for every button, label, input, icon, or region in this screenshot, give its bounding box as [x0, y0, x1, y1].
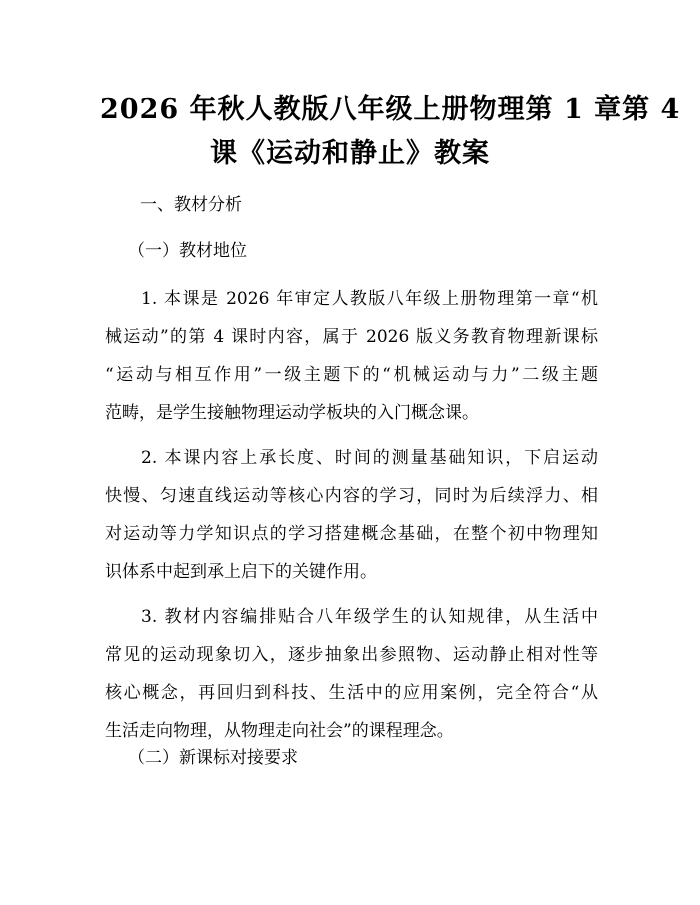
paragraph-3-line-4: 生活走向物理，从物理走向社会”的课程理念。 [105, 721, 454, 741]
paragraph-3-line-1: 3. 教材内容编排贴合八年级学生的认知规律，从生活中 [141, 607, 598, 627]
paragraph-2-line-3: 对运动等力学知识点的学习搭建概念基础，在整个初中物理知 [105, 524, 598, 544]
paragraph-2-line-1: 2. 本课内容上承长度、时间的测量基础知识，下启运动 [141, 448, 598, 468]
section-heading-textbook-analysis: 一、教材分析 [140, 195, 242, 215]
paragraph-2-line-4: 识体系中起到承上启下的关键作用。 [105, 562, 377, 582]
document-title-line-2: 课《运动和静止》教案 [210, 138, 490, 169]
paragraph-1-line-3: “运动与相互作用”一级主题下的“机械运动与力”二级主题 [105, 365, 598, 385]
paragraph-1-line-1: 1. 本课是 2026 年审定人教版八年级上册物理第一章“机 [141, 289, 598, 309]
paragraph-1-line-4: 范畴，是学生接触物理运动学板块的入门概念课。 [105, 403, 479, 423]
paragraph-1-line-2: 械运动”的第 4 课时内容，属于 2026 版义务教育物理新课标 [105, 327, 598, 347]
paragraph-3-line-2: 常见的运动现象切入，逐步抽象出参照物、运动静止相对性等 [105, 645, 598, 665]
subsection-heading-textbook-position: （一）教材地位 [128, 241, 247, 261]
document-title-line-1: 2026 年秋人教版八年级上册物理第 1 章第 4 [100, 94, 681, 125]
paragraph-2-line-2: 快慢、匀速直线运动等核心内容的学习，同时为后续浮力、相 [105, 486, 598, 506]
subsection-heading-curriculum-requirements: （二）新课标对接要求 [128, 748, 298, 768]
paragraph-3-line-3: 核心概念，再回归到科技、生活中的应用案例，完全符合“从 [105, 683, 598, 703]
